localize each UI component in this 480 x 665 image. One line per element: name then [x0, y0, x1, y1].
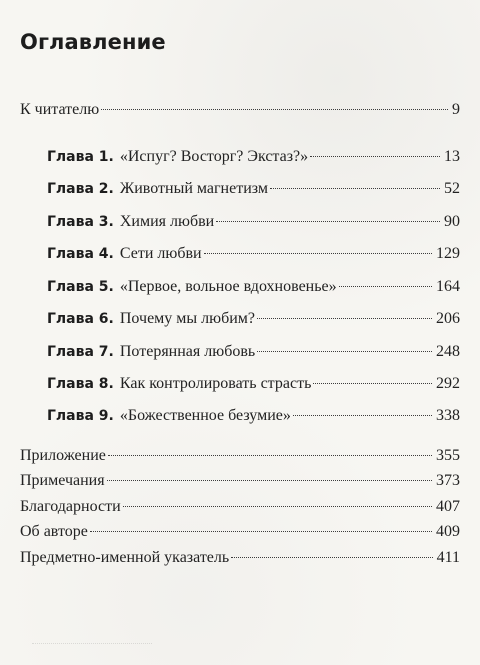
dot-leader: [123, 506, 432, 507]
toc-page-number: 13: [444, 148, 460, 165]
chapter-label: Глава 5.: [47, 279, 114, 295]
chapter-label: Глава 3.: [47, 214, 114, 230]
chapter-label: Глава 4.: [47, 246, 114, 262]
toc-entry-chapter-1: [47, 148, 460, 166]
toc-entry-foreword: [20, 101, 460, 119]
chapter-label: Глава 1.: [47, 149, 114, 165]
toc-entry-chapter-6: [47, 310, 460, 328]
toc-entry-chapter-5: [47, 278, 460, 296]
toc-entry-title: Как контролировать страсть: [119, 375, 312, 392]
toc-entry-chapter-3: [47, 213, 460, 231]
toc-page-number: 373: [436, 472, 460, 489]
dot-leader: [101, 109, 448, 110]
toc-page-number: 407: [436, 498, 460, 515]
toc-entry-chapter-8: [47, 375, 460, 393]
dot-leader: [257, 351, 432, 352]
toc-page-number: 129: [436, 245, 460, 262]
toc-page-number: 338: [436, 407, 460, 424]
toc-entry-title: Химия любви: [119, 213, 215, 230]
toc-page-number: 355: [436, 447, 460, 464]
dot-leader: [339, 286, 432, 287]
toc-entry-title: Об авторе: [20, 523, 88, 540]
dot-leader: [270, 188, 440, 189]
dot-leader: [231, 557, 432, 558]
toc-entry-chapter-4: [47, 245, 460, 263]
toc-entry-chapter-9: [47, 407, 460, 425]
page-title: Оглавление: [20, 30, 166, 54]
dot-leader: [90, 531, 432, 532]
toc-entry-title: Примечания: [20, 472, 105, 489]
toc-entry-about-author: [20, 523, 460, 541]
toc-entry-title: Сети любви: [119, 245, 202, 262]
chapter-label: Глава 6.: [47, 311, 114, 327]
toc-entry-title: Животный магнетизм: [119, 180, 268, 197]
toc-entry-title: Приложение: [20, 447, 106, 464]
toc-entry-title: Благодарности: [20, 498, 121, 515]
dot-leader: [107, 480, 432, 481]
toc-entry-chapter-2: [47, 180, 460, 198]
toc-entry-notes: [20, 472, 460, 490]
toc-entry-title: Почему мы любим?: [119, 310, 256, 327]
toc-entry-acknowledgements: [20, 498, 460, 516]
dot-leader: [310, 156, 440, 157]
toc-page-number: 52: [444, 180, 460, 197]
toc-page-number: 409: [436, 523, 460, 540]
toc-entry-title: Потерянная любовь: [119, 343, 256, 360]
dot-leader: [216, 221, 440, 222]
chapter-label: Глава 2.: [47, 181, 114, 197]
toc-page-number: 164: [436, 278, 460, 295]
dot-leader: [204, 253, 432, 254]
bleed-through-mark: [32, 643, 152, 660]
dot-leader: [313, 383, 432, 384]
toc-page-number: 206: [436, 310, 460, 327]
toc-entry-appendix: [20, 447, 460, 465]
chapter-label: Глава 9.: [47, 408, 114, 424]
toc-entry-title: «Испуг? Восторг? Экстаз?»: [119, 148, 309, 165]
toc-entry-title: Предметно-именной указатель: [20, 549, 230, 566]
toc-page-number: 411: [436, 549, 460, 566]
chapter-label: Глава 7.: [47, 344, 114, 360]
dot-leader: [293, 415, 432, 416]
toc-page-number: 90: [444, 213, 460, 230]
toc-page-number: 9: [452, 101, 460, 118]
toc-entry-title: К читателю: [20, 101, 100, 118]
toc-entry-title: «Первое, вольное вдохновенье»: [119, 278, 337, 295]
toc-page-number: 292: [436, 375, 460, 392]
toc-entry-title: «Божественное безумие»: [119, 407, 291, 424]
dot-leader: [108, 455, 432, 456]
toc-entry-index: [20, 549, 460, 567]
toc-page-number: 248: [436, 343, 460, 360]
dot-leader: [257, 318, 432, 319]
toc-entry-chapter-7: [47, 343, 460, 361]
chapter-label: Глава 8.: [47, 376, 114, 392]
